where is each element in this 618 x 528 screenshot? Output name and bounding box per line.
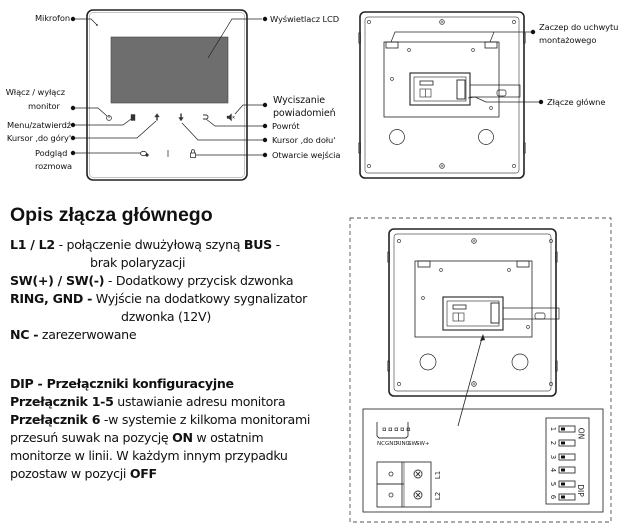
front-buttons — [107, 114, 235, 158]
chat-icon — [141, 151, 149, 156]
label-power-line1: Włącz / wyłącz — [5, 87, 65, 97]
desc-ring-gnd-line2: dzwonka (12V) — [121, 309, 211, 324]
label-mount-hook-line2: montażowego — [539, 35, 597, 45]
terminal-label-l1: L1 — [434, 470, 443, 480]
pin-label-gnd: GND — [385, 441, 398, 447]
dip-number-3: 3 — [549, 454, 558, 460]
dip-number-6: 6 — [549, 494, 558, 500]
label-mount-hook-line1: Zaczep do uchwytu — [539, 22, 618, 32]
label-menu: Menu/zatwierdź — [7, 120, 71, 130]
desc-l1l2-line2: brak polaryzacji — [90, 255, 186, 270]
label-lcd: Wyświetlacz LCD — [270, 14, 339, 24]
lcd-screen — [111, 37, 228, 103]
back-panel-device — [359, 12, 526, 178]
lock-icon — [191, 150, 196, 158]
desc-ring-gnd: RING, GND - Wyjście na dodatkowy sygnalizator — [10, 291, 308, 306]
dip-switch-6: Przełącznik 6 -w systemie z kilkoma monitorami — [10, 412, 311, 427]
dip-switch-6-line5: pozostaw w pozycji OFF — [10, 466, 157, 481]
speaker-mute-icon — [227, 114, 235, 122]
dip-title: DIP - Przełączniki konfiguracyjne — [10, 376, 234, 391]
pin-label-ring: RING — [396, 441, 410, 447]
pin-label-nc: NC — [377, 441, 385, 447]
dip-number-4: 4 — [549, 467, 558, 473]
label-mute-line1: Wyciszanie — [273, 95, 325, 106]
label-microphone: Mikrofon — [34, 13, 70, 23]
dip-switch-6-line4: monitorze w linii. W każdym innym przypadku — [10, 448, 288, 463]
dip-number-1: 1 — [549, 426, 558, 432]
label-cursor-down: Kursor ‚do dołu' — [272, 135, 336, 145]
return-icon — [203, 115, 208, 119]
dip-on-label: ON — [576, 427, 586, 440]
document-icon — [131, 115, 135, 121]
desc-nc: NC - zarezerwowane — [10, 327, 137, 342]
arrow-down-icon — [179, 114, 184, 122]
section-title: Opis złącza głównego — [10, 204, 213, 226]
dip-number-2: 2 — [549, 440, 558, 446]
pin-label-sw-plus: SW+ — [416, 441, 430, 447]
label-preview-line2: rozmowa — [35, 161, 72, 171]
dip-number-5: 5 — [549, 481, 558, 487]
dip-label: DIP — [575, 484, 585, 497]
pin-label-sw-minus: SW- — [408, 441, 419, 447]
label-cursor-up: Kursor ‚do góry' — [6, 133, 71, 143]
label-power-line2: monitor — [28, 101, 60, 111]
desc-sw: SW(+) / SW(-) - Dodatkowy przycisk dzwonka — [10, 273, 294, 288]
connector-detail — [363, 409, 603, 512]
arrow-up-icon — [155, 114, 160, 121]
label-preview-line1: Podgląd — [35, 148, 68, 158]
label-back: Powrót — [272, 121, 300, 131]
desc-l1l2: L1 / L2 - połączenie dwużyłową szyną BUS - — [10, 237, 280, 252]
terminal-label-l2: L2 — [434, 491, 443, 501]
dip-switch-1-5: Przełącznik 1-5 ustawianie adresu monitora — [10, 394, 286, 409]
power-icon — [107, 115, 112, 120]
label-mute-line2: powiadomień — [273, 108, 336, 119]
dip-switch-6-line3: przesuń suwak na pozycję ON w ostatnim — [10, 430, 264, 445]
label-main-connector: Złącze główne — [547, 97, 606, 107]
label-door-open: Otwarcie wejścia — [272, 150, 341, 160]
